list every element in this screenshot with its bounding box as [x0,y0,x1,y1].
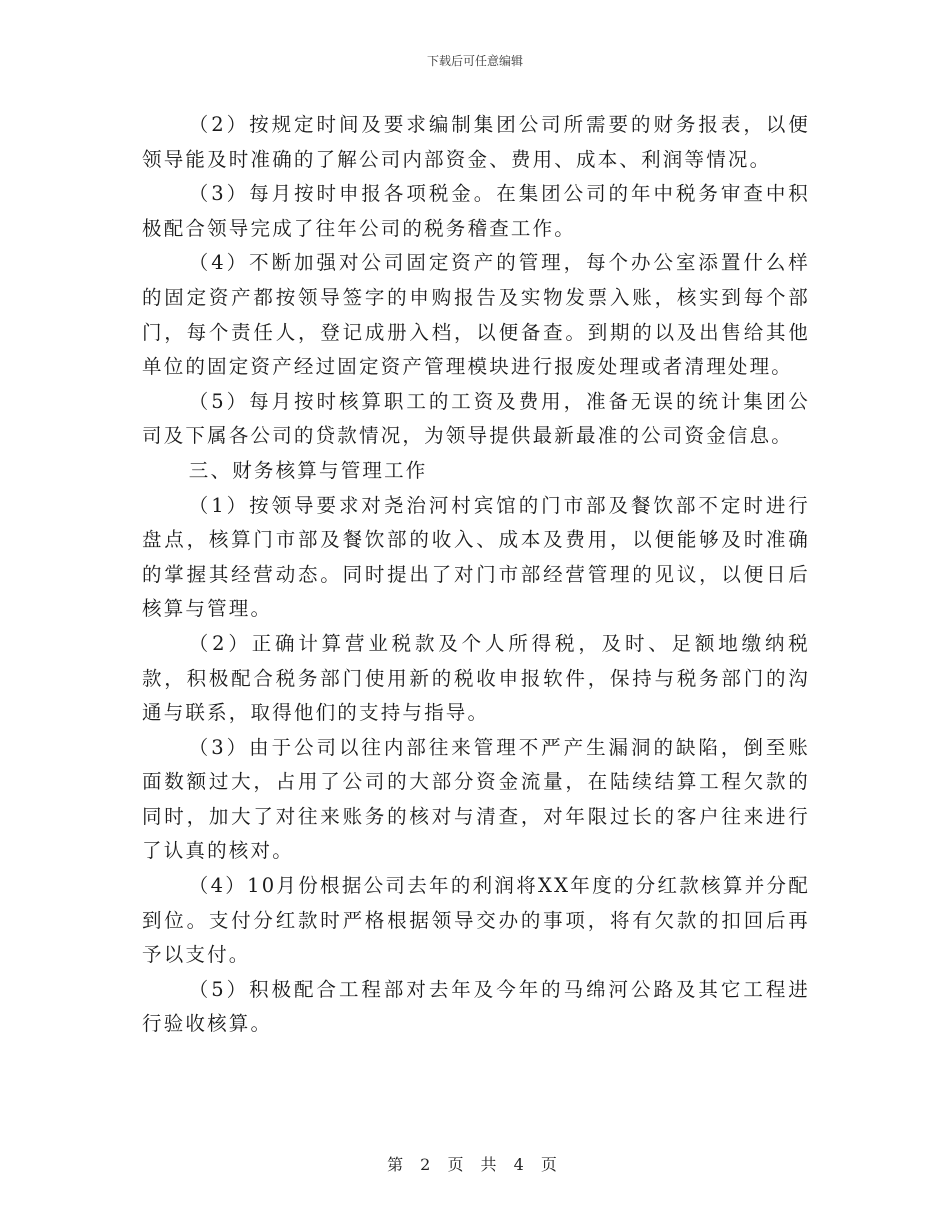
paragraph-item-1-inventory: （1）按领导要求对尧治河村宾馆的门市部及餐饮部不定时进行盘点，核算门市部及餐饮部的收入、成本及费用，以便能够及时准确的掌握其经营动态。同时提出了对门市部经营管理的见议，以便日后核算与管理。 [142,493,810,621]
paragraph-item-4-assets: （4）不断加强对公司固定资产的管理，每个办公室添置什么样的固定资产都按领导签字的申购报告及实物发票入账，核实到每个部门，每个责任人，登记成册入档，以便备查。到期的以及出售给其他单位的固定资产经过固定资产管理模块进行报废处理或者清理处理。 [142,251,810,379]
paragraph-item-5-salary: （5）每月按时核算职工的工资及费用，准备无误的统计集团公司及下属各公司的贷款情况，为领导提供最新最准的公司资金信息。 [142,389,810,448]
paragraph-item-2-taxes: （2）正确计算营业税款及个人所得税，及时、足额地缴纳税款，积极配合税务部门使用新的税收申报软件，保持与税务部门的沟通与联系，取得他们的支持与指导。 [142,631,810,725]
paragraph-item-2-report: （2）按规定时间及要求编制集团公司所需要的财务报表，以便领导能及时准确的了解公司内部资金、费用、成本、利润等情况。 [142,113,810,171]
section-heading: 三、财务核算与管理工作 [188,458,428,482]
header-note: 下载后可任意编辑 [426,54,523,68]
paragraph-item-5-engineering: （5）积极配合工程部对去年及今年的马绵河公路及其它工程进行验收核算。 [142,977,810,1036]
paragraph-item-3-accounts: （3）由于公司以往内部往来管理不严产生漏洞的缺陷，倒至账面数额过大，占用了公司的大部分资金流量，在陆续结算工程欠款的同时，加大了对往来账务的核对与清查，对年限过长的客户往来进行了认真的核对。 [142,735,810,863]
paragraph-item-3-tax: （3）每月按时申报各项税金。在集团公司的年中税务审查中积极配合领导完成了往年公司的税务稽查工作。 [142,182,810,240]
document-body [142,108,810,1042]
page-number: 第 2 页 共 4 页 [387,1155,563,1174]
paragraph-item-4-dividend: （4）10月份根据公司去年的利润将XX年度的分红款核算并分配到位。支付分红款时严格根据领导交办的事项，将有欠款的扣回后再予以支付。 [142,874,811,967]
